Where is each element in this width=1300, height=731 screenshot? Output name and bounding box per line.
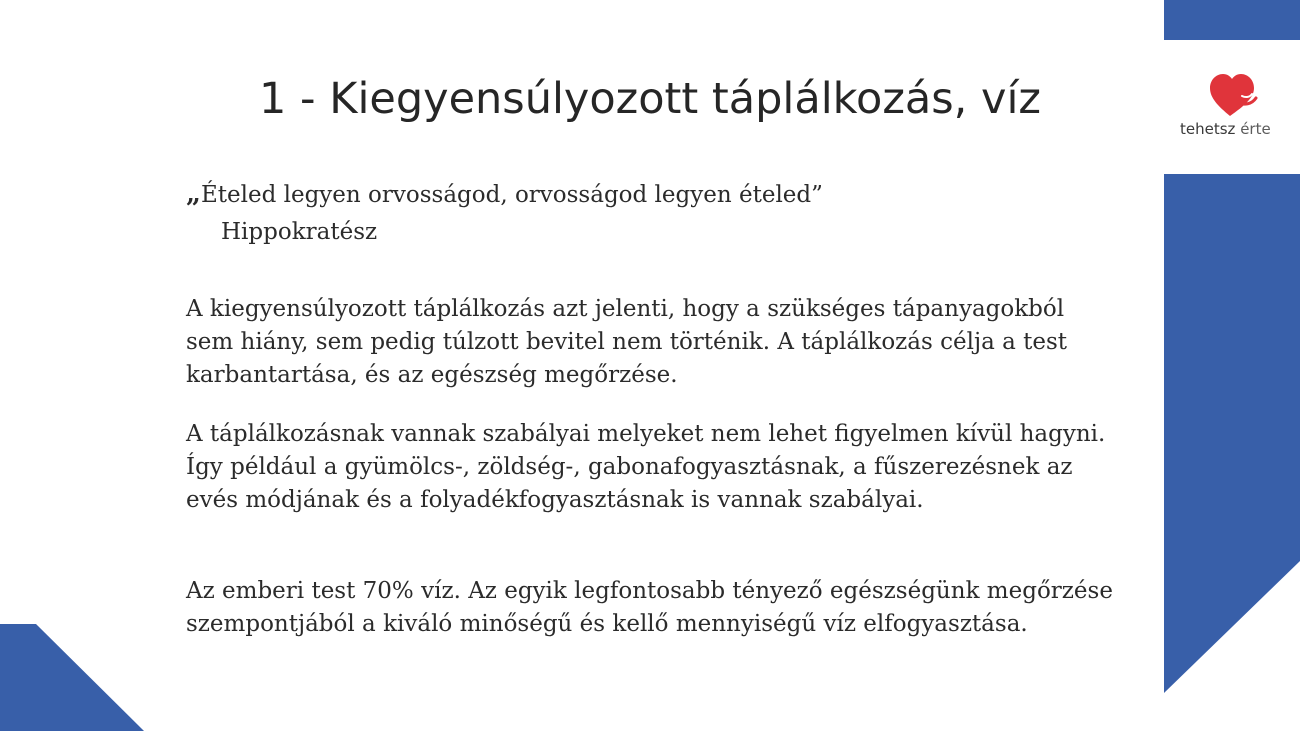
- quote: [186, 178, 823, 211]
- top-right-blue-block: [1164, 0, 1300, 40]
- quote-open-mark: „: [186, 179, 201, 209]
- paragraph-balanced-diet: A kiegyensúlyozott táplálkozás azt jelenti, hogy a szükséges tápanyagokból sem hiány, sem pedig túlzott bevitel nem történik. A táplálkozás célja a test karbantartása, és az egészség megőrzése.: [186, 296, 1068, 388]
- logo-word-bold: tehetsz: [1180, 120, 1236, 138]
- right-blue-banner: [1164, 174, 1300, 694]
- bottom-left-blue-triangle: [0, 624, 144, 731]
- quote-author: Hippokratész: [221, 219, 378, 245]
- paragraph-water: Az emberi test 70% víz. Az egyik legfontosabb tényező egészségünk megőrzése szempontjából a kiváló minőségű és kellő mennyiségű víz elfogyasztása.: [186, 578, 1113, 637]
- logo-word-light: érte: [1240, 120, 1271, 138]
- paragraph-nutrition-rules: A táplálkozásnak vannak szabályai melyeket nem lehet figyelmen kívül hagyni. Így például a gyümölcs-, zöldség-, gabonafogyasztásnak, a fűszerezésnek az evés módjának és a folyadékfogyasztásnak is vannak szabályai.: [186, 421, 1106, 513]
- quote-text: Ételed legyen orvosságod, orvosságod legyen ételed”: [200, 182, 823, 208]
- slide-title: 1 - Kiegyensúlyozott táplálkozás, víz: [259, 74, 1041, 124]
